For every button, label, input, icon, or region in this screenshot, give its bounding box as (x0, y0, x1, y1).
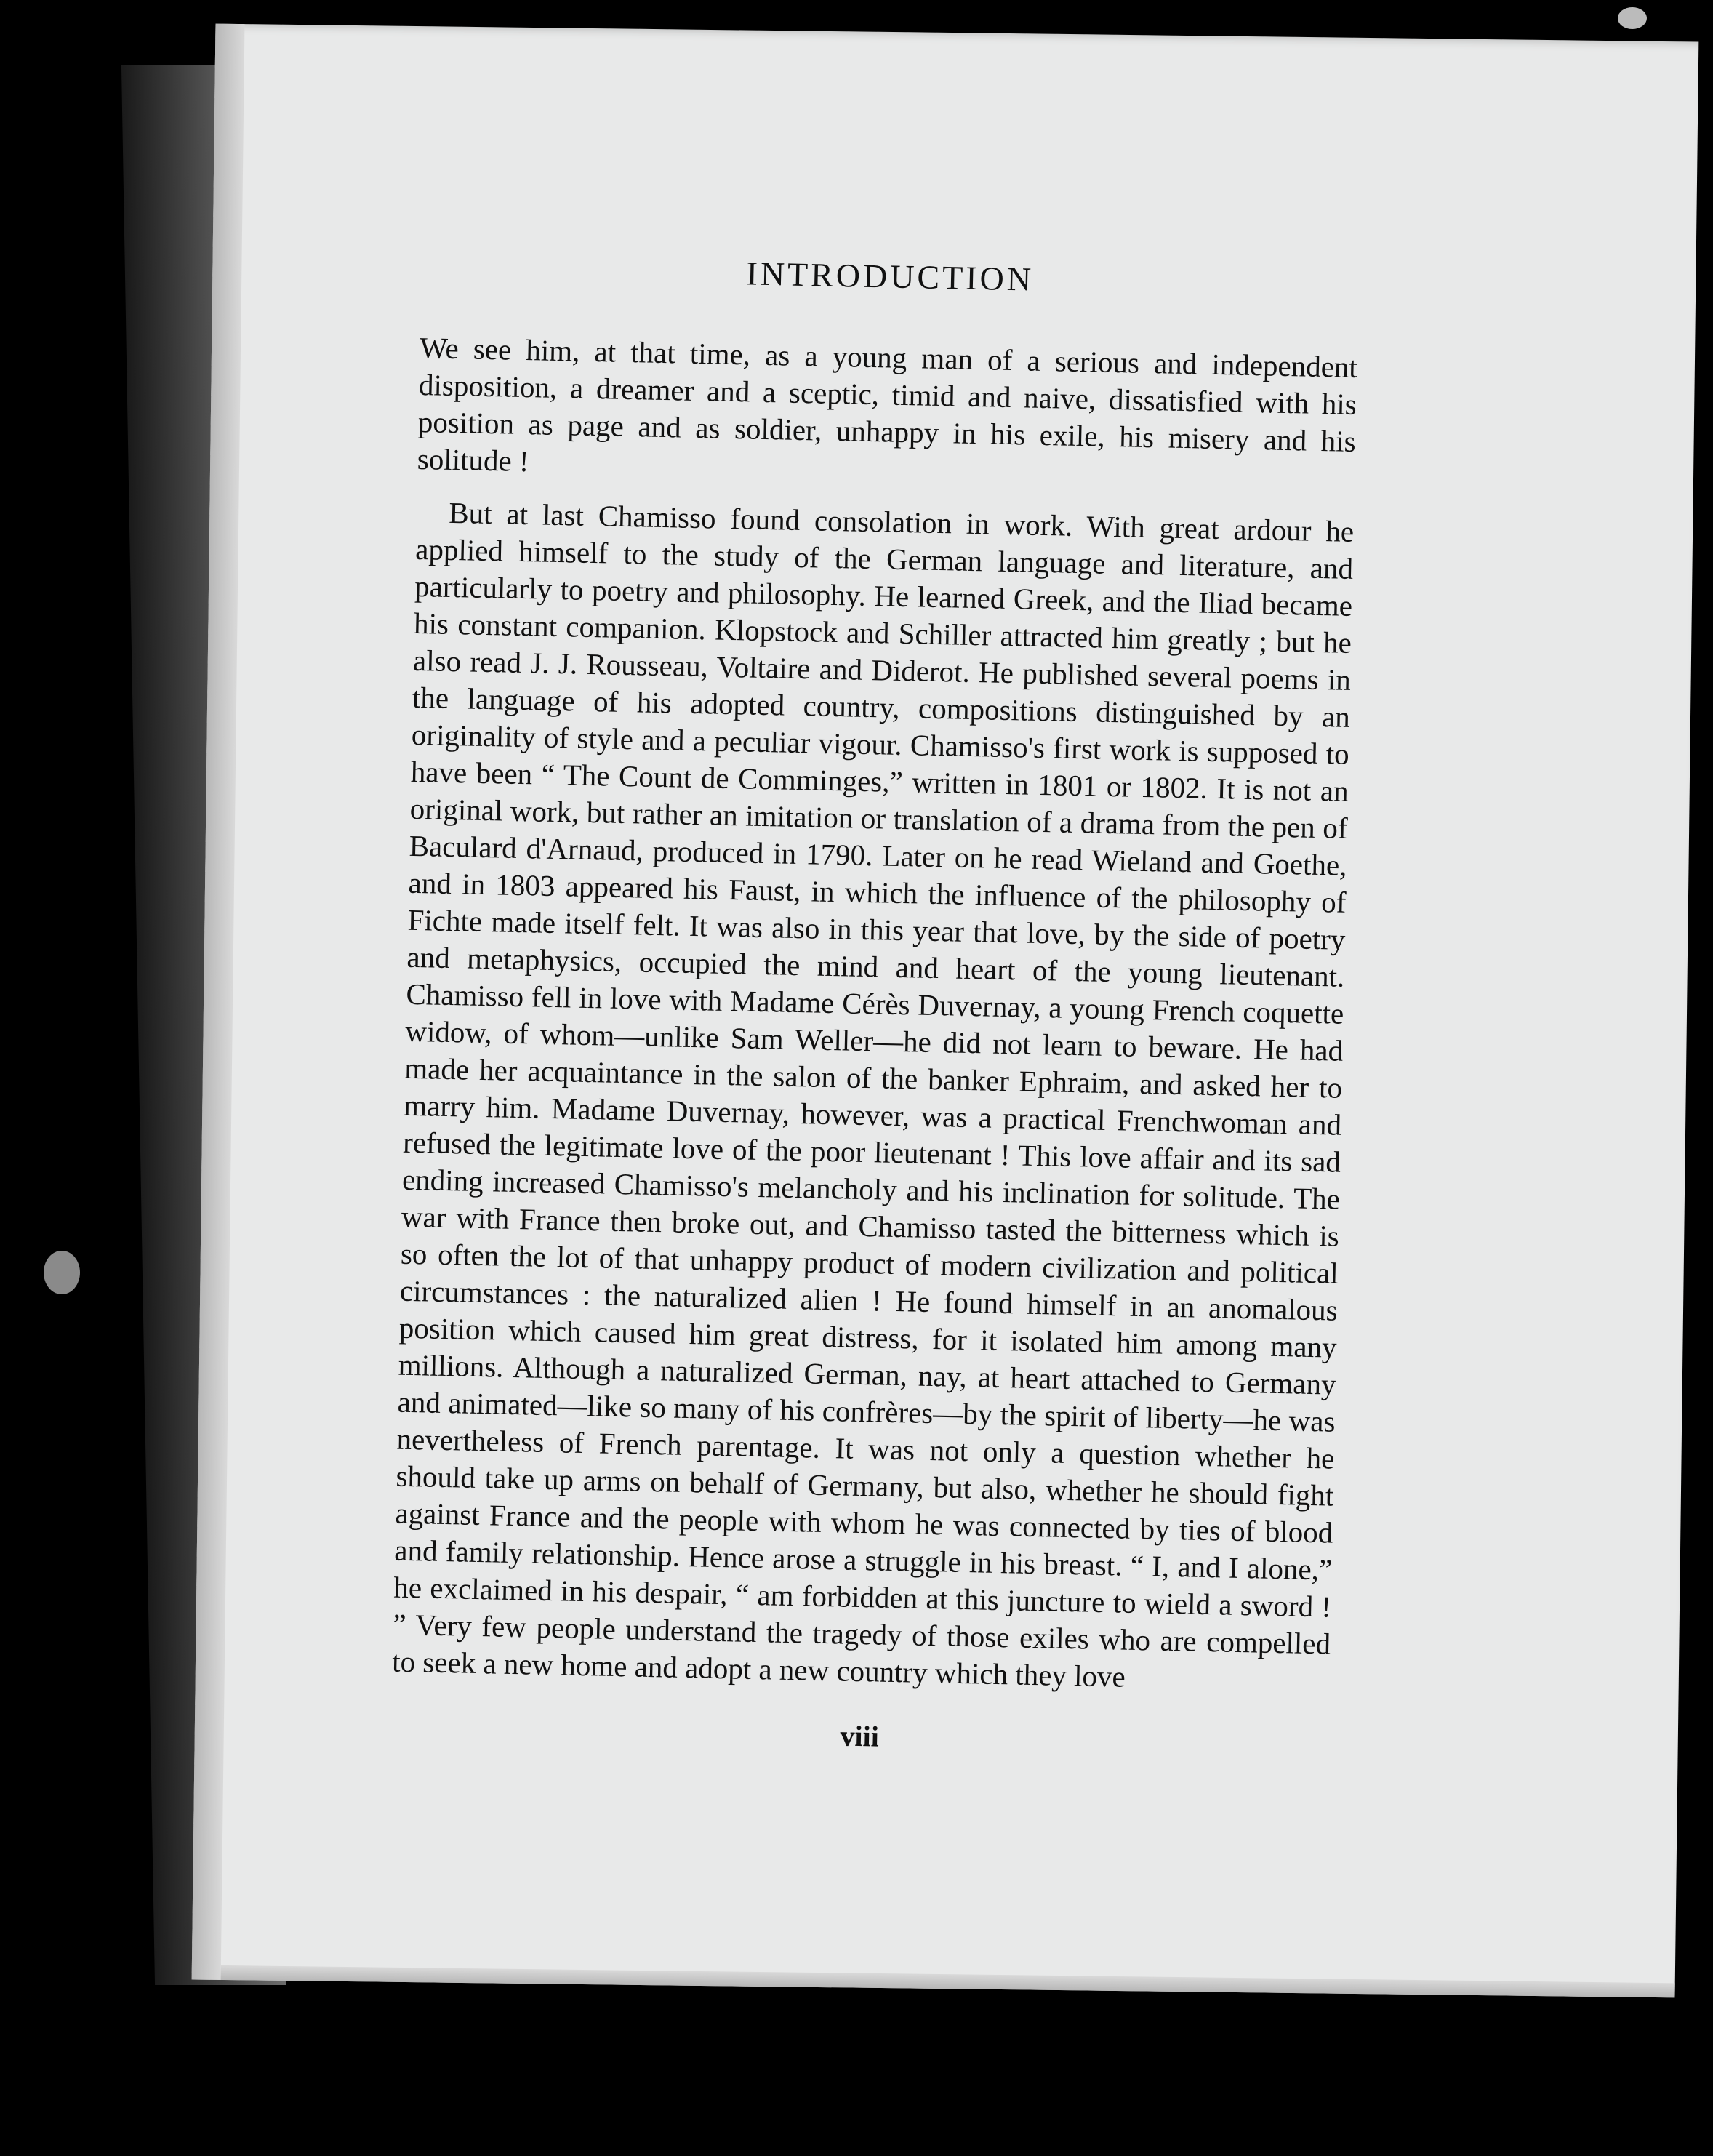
page-number: viii (840, 1719, 880, 1753)
scan-speck (44, 1251, 80, 1294)
running-head: INTRODUCTION (746, 255, 1035, 298)
paragraph: We see him, at that time, as a young man of a serious and independent disposition, a dreamer and a sceptic, timid and naive, dissatisfied with his position as page and as soldier, unhappy in his exile, his misery and his solitude ! (417, 330, 1358, 478)
page-bottom-edge (221, 1965, 1675, 1997)
page-text-block (390, 247, 1360, 1763)
paragraph: But at last Chamisso found consolation in work. With great ardour he applied himself to the study of the German language and literature, and particularly to poetry and philosophy. He learned Greek, and the Iliad became his constant companion. Klopstock and Schiller attracted him greatly ; but he also read J. J. Rousseau, Voltaire and Diderot. He published several poems in the language of his adopted country, compositions distinguished by an originality of style and a peculiar vigour. Chamisso's first work is supposed to have been “ The Count de Comminges,” written in 1801 or 1802. It is not an original work, but rather an imitation or translation of a drama from the pen of Baculard d'Arnaud, produced in 1790. Later on he read Wieland and Goethe, and in 1803 appeared his Faust, in which the influence of the philosophy of Fichte made itself felt. It was also in this year that love, by the side of poetry and metaphysics, occupied the mind and heart of the young lieutenant. Chamisso fell in love with Madame Cérès Duvernay, a young French coquette widow, of whom—unlike Sam Weller—he did not learn to beware. He had made her acquaintance in the salon of the banker Ephraim, and asked her to marry him. Madame Duvernay, however, was a practical Frenchwoman and refused the legitimate love of the poor lieutenant ! This love affair and its sad ending increased Chamisso's melancholy and his inclination for solitude. The war with France then broke out, and Chamisso tasted the bitterness which is so often the lot of that unhappy product of modern civilization and political circumstances : the naturalized alien ! He found himself in an anomalous position which caused him great distress, for it isolated him among many millions. Although a naturalized German, nay, at heart attached to Germany and animated—like so many of his confrères—by the spirit of liberty—he was nevertheless of French parentage. It was not only a question whether he should take up arms on behalf of Germany, but also, whether he should fight against France and the people with whom he was connected by ties of blood and family relationship. Hence arose a struggle in his breast. “ I, and I alone,” he exclaimed in his despair, “ am forbidden at this juncture to wield a sword ! ” Very few people understand the tragedy of those exiles who are compelled to seek a new home and adopt a new country which they love (391, 495, 1355, 1694)
scan-speck (1618, 7, 1647, 29)
